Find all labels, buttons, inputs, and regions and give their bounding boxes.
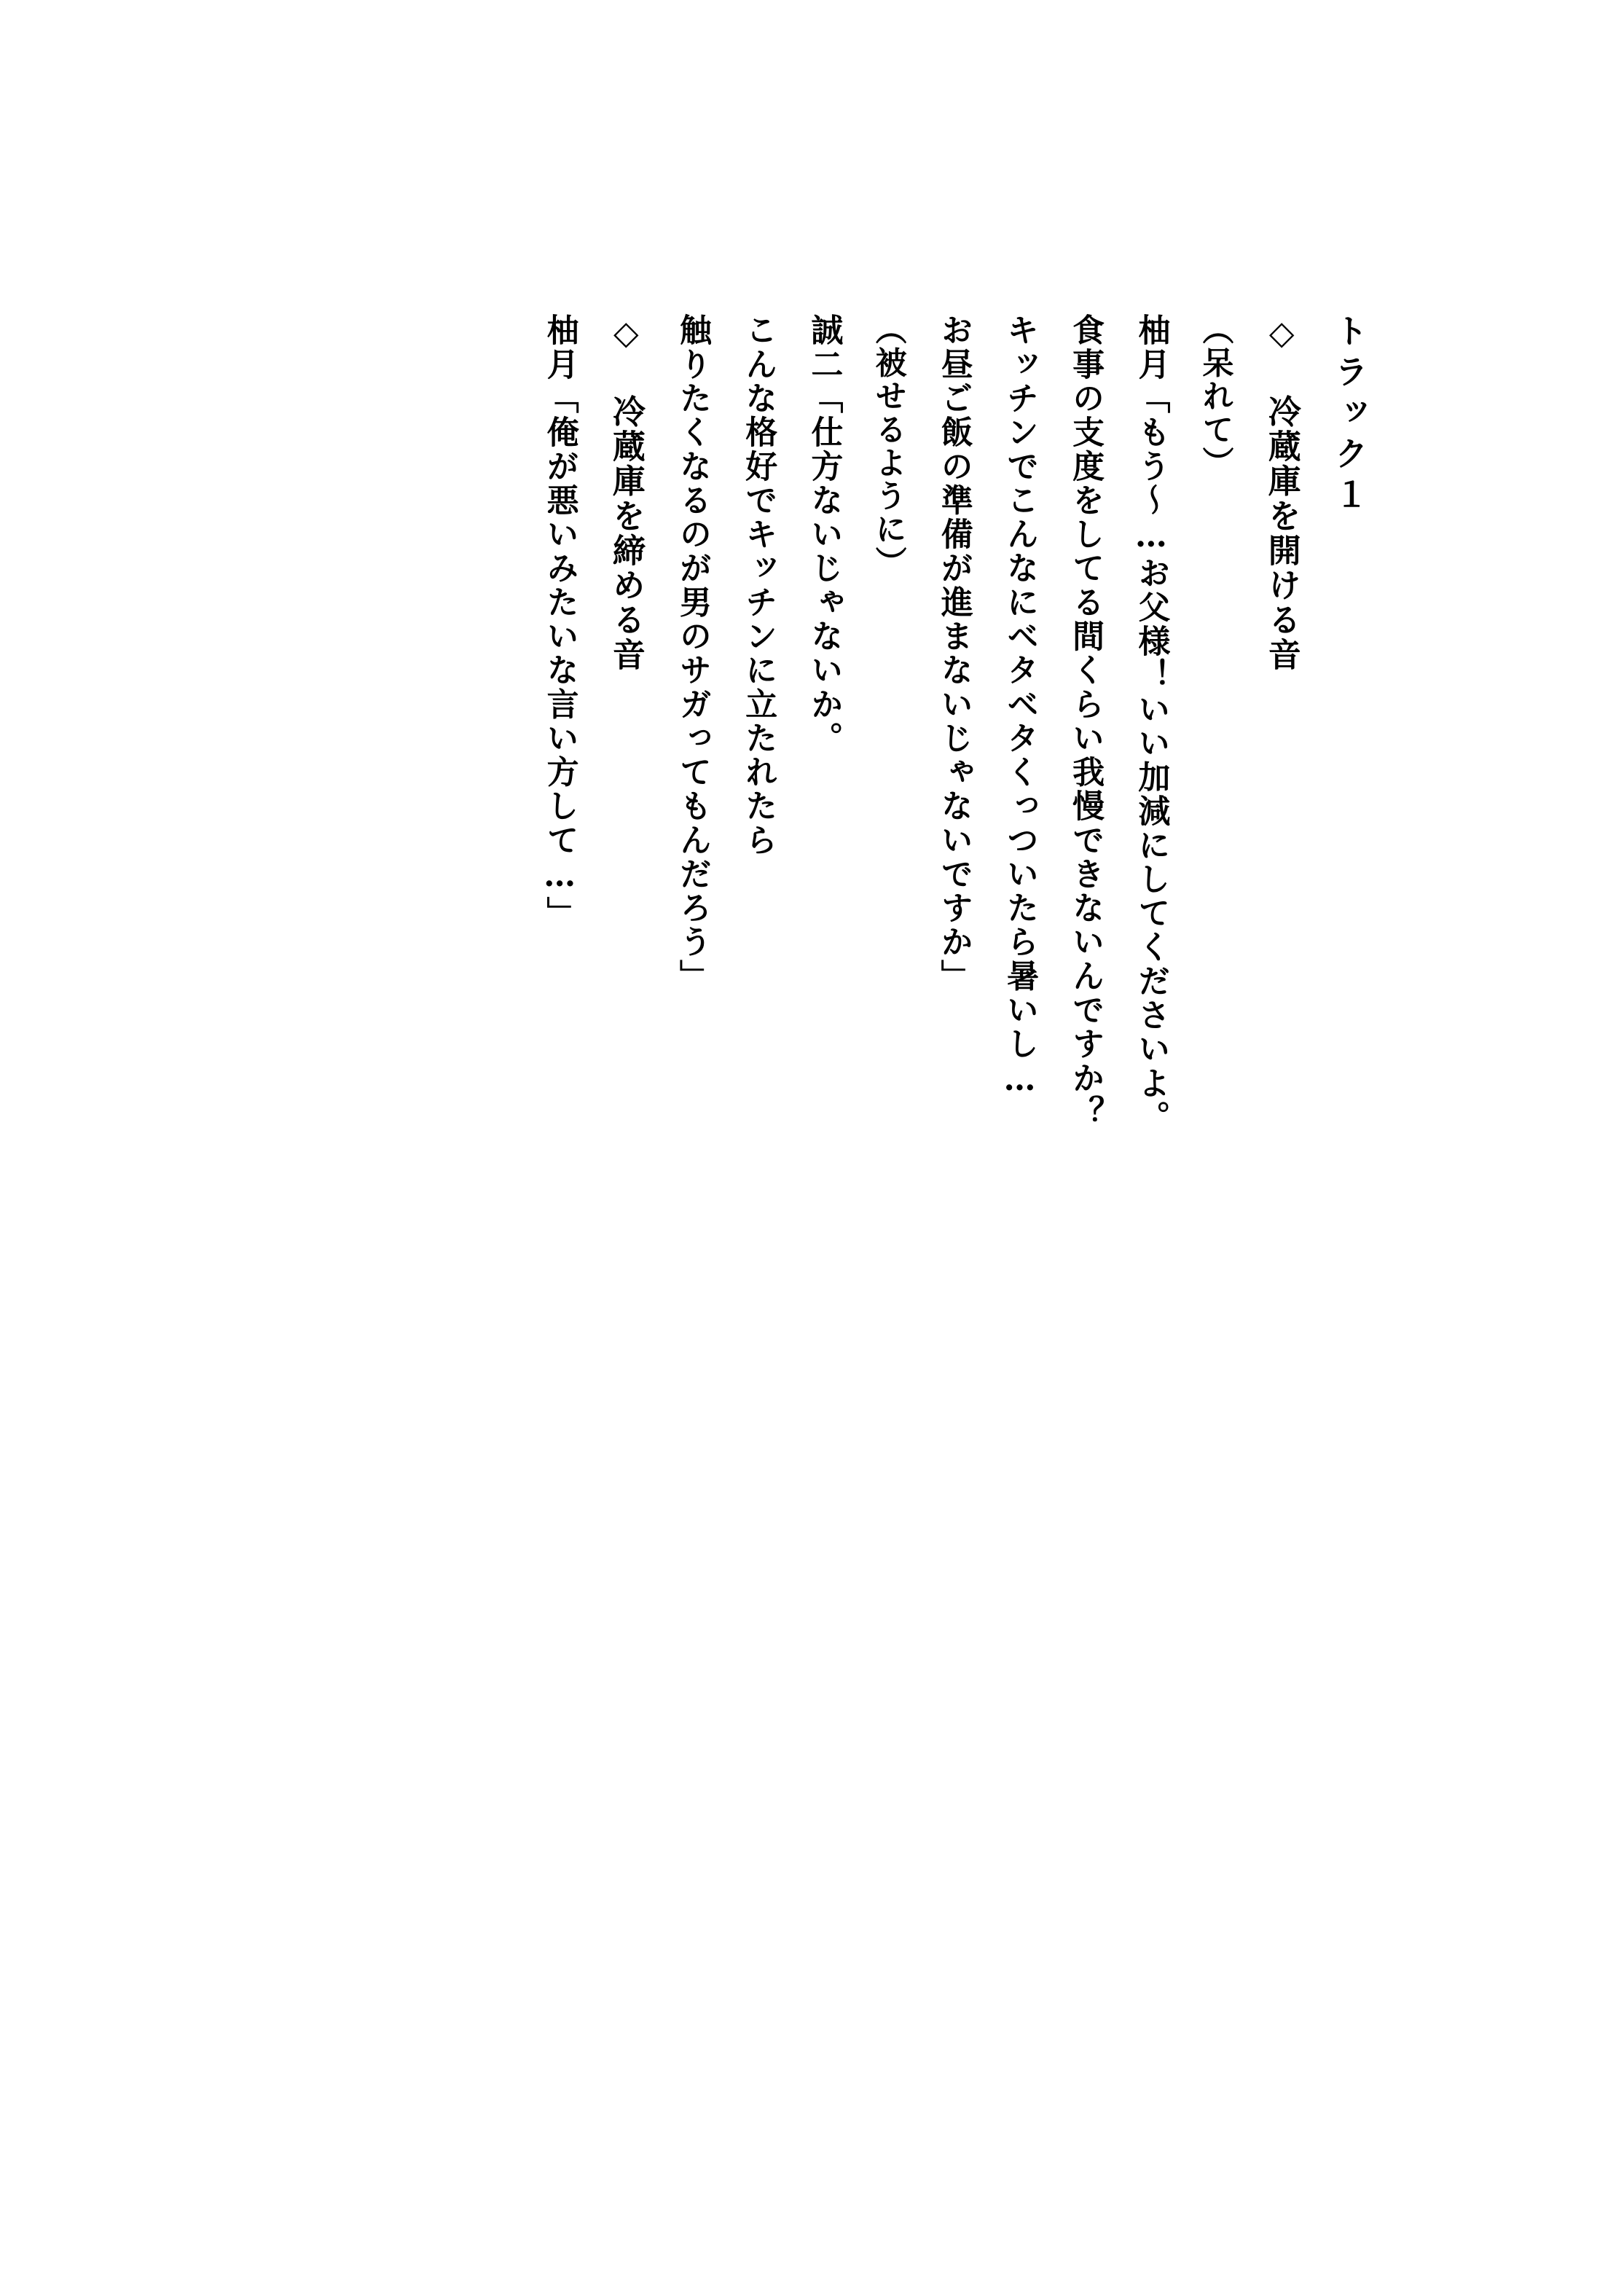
line-yuzuki-5: 柚月「俺が悪いみたいな言い方して…」 <box>541 313 578 930</box>
line-yuzuki-3: キッチンでこんなにベタベタくっついたら暑いし… <box>1000 313 1038 1100</box>
line-yuzuki-1: 柚月「もう〜…お父様！いい加減にしてくださいよ。 <box>1132 313 1170 1134</box>
vertical-text-body <box>526 313 1384 1902</box>
sfx-fridge-close: ◇ 冷蔵庫を締める音 <box>606 313 646 673</box>
line-yuzuki-4: お昼ご飯の準備が進まないじゃないですか」 <box>935 313 973 993</box>
line-seiji-2: こんな格好でキッチンに立たれたら <box>740 313 777 858</box>
track-heading: トラック１ <box>1330 313 1369 518</box>
line-seiji-3: 触りたくなるのが男のサガってもんだろう」 <box>674 313 712 993</box>
sfx-fridge-open: ◇ 冷蔵庫を開ける音 <box>1262 313 1301 673</box>
line-yuzuki-2: 食事の支度をしてる間くらい我慢できないんですか？ <box>1067 313 1105 1129</box>
direction-kabuseru: （被せるように） <box>870 313 907 580</box>
line-seiji-1: 誠二「仕方ないじゃないか。 <box>805 313 843 756</box>
direction-akirete: （呆れて） <box>1197 313 1234 480</box>
